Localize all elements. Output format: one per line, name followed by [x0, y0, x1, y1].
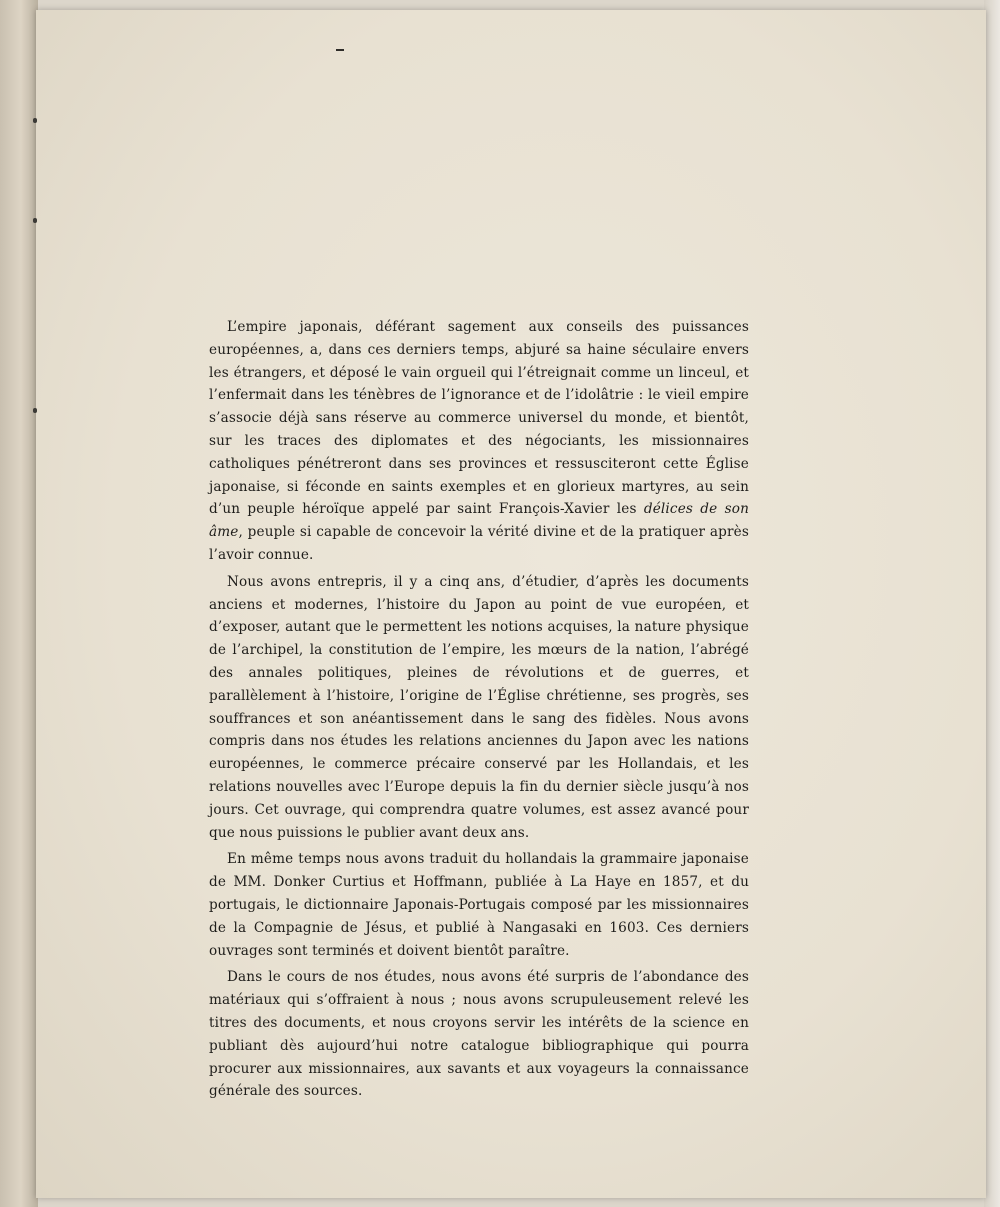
- book-edge-right: [984, 0, 1000, 1207]
- paragraph-text: , peuple si capable de concevoir la vérité divine et de la pratiquer après l’avoir connue.: [209, 524, 749, 563]
- paragraph-2: [209, 571, 749, 845]
- paragraph-italic-text: délices de son âme: [209, 501, 749, 541]
- paragraph-1: [209, 316, 749, 567]
- paragraph-text: En même temps nous avons traduit du hollandais la grammaire japonaise de MM. Donker Curtius et Hoffmann, publiée à La Haye en 1857, et du portugais, le dictionnaire Japonais-Portugais composé par les missionnaires de la Compagnie de Jésus, et publié à Nangasaki en 1603. Ces derniers ouvrages sont terminés et doivent bientôt paraître.: [209, 851, 749, 959]
- paragraph-text: Nous avons entrepris, il y a cinq ans, d’étudier, d’après les documents anciens et modernes, l’histoire du Japon au point de vue européen, et d’exposer, autant que le permettent les notions acquises, la nature physique de l’archipel, la constitution de l’empire, les mœurs de la nation, l’abrégé des annales politiques, pleines de révolutions et de guerres, et parallèlement à l’histoire, l’origine de l’Église chrétienne, ses progrès, ses souffrances et son anéantissement dans le sang des fidèles. Nous avons compris dans nos études les relations anciennes du Japon avec les nations européennes, le commerce précaire conservé par les Hollandais, et les relations nouvelles avec l’Europe depuis la fin du dernier siècle jusqu’à nos jours. Cet ouvrage, qui comprendra quatre volumes, est assez avancé pour que nous puissions le publier avant deux ans.: [209, 573, 749, 841]
- binding-hole: [33, 408, 37, 413]
- body-text: [209, 316, 749, 1103]
- binding-hole: [33, 118, 37, 123]
- paragraph-4: [209, 966, 749, 1103]
- paragraph-3: [209, 848, 749, 962]
- paragraph-text: L’empire japonais, déférant sagement aux conseils des puissances européennes, a, dans ces derniers temps, abjuré sa haine séculaire envers les étrangers, et déposé le vain orgueil qui l’étreignait comme un linceul, et l’enfermait dans les ténèbres de l’ignorance et de l’idolâtrie : le vieil empire s’associe déjà sans réserve au commerce universel du monde, et bientôt, sur les traces des diplomates et des négociants, les missionnaires catholiques pénétreront dans ses provinces et ressusciteront cette Église japonaise, si féconde en saints exemples et en glorieux martyres, au sein d’un peuple héroïque appelé par saint François-Xavier les: [209, 319, 749, 518]
- binding-hole: [33, 218, 37, 223]
- ink-mark: [336, 49, 344, 51]
- book-fore-edge: [0, 0, 38, 1207]
- paragraph-text: Dans le cours de nos études, nous avons été surpris de l’abondance des matériaux qui s’offraient à nous ; nous avons scrupuleusement relevé les titres des documents, et nous croyons servir les intérêts de la science en publiant dès aujourd’hui notre catalogue bibliographique qui pourra procurer aux missionnaires, aux savants et aux voyageurs la connaissance générale des sources.: [209, 969, 749, 1100]
